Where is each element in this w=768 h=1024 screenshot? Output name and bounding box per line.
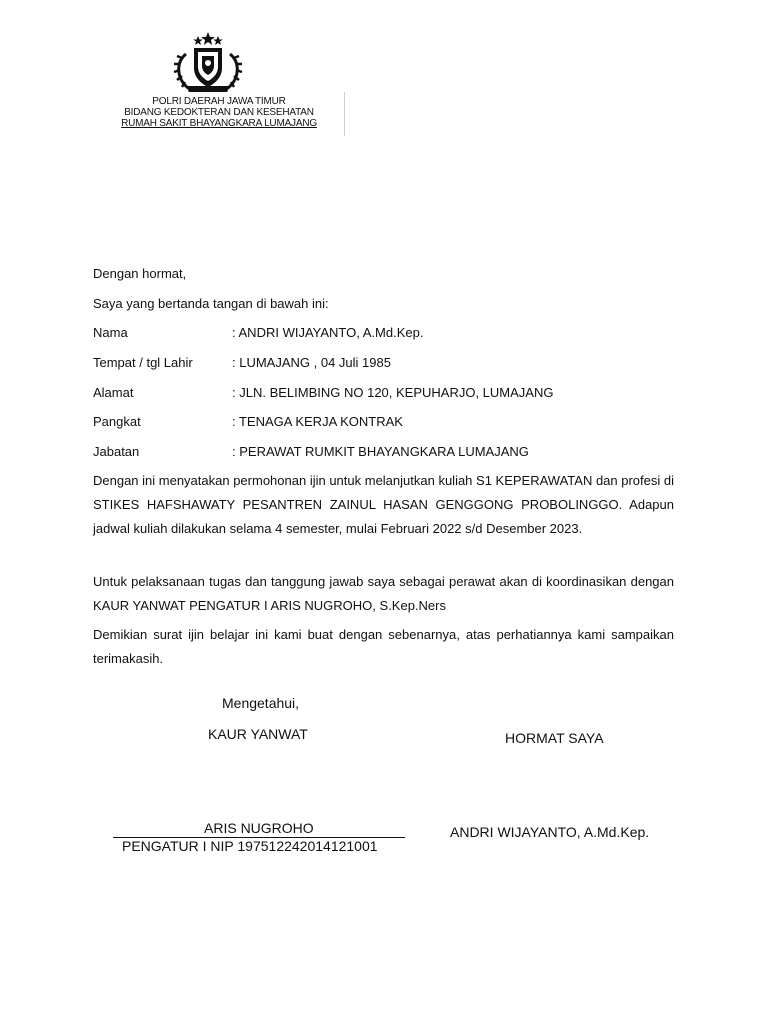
field-value: : TENAGA KERJA KONTRAK [232,414,403,429]
paragraph-request: Dengan ini menyatakan permohonan ijin untuk melanjutkan kuliah S1 KEPERAWATAN dan profesi di STIKES HAFSHAWATY PESANTREN ZAINUL HASAN GENGGONG PROBOLINGGO. Adapun jadwal kuliah dilakukan selama 4 semester, mulai Februari 2022 s/d Desember 2023. [93,473,674,536]
letterhead-line-1: POLRI DAERAH JAWA TIMUR [152,96,286,107]
field-value: : JLN. BELIMBING NO 120, KEPUHARJO, LUMAJANG [232,385,554,400]
field-value: : LUMAJANG , 04 Juli 1985 [232,355,391,370]
intro-line: Saya yang bertanda tangan di bawah ini: [93,296,329,311]
right-closing: HORMAT SAYA [505,730,604,746]
acknowledge-label: Mengetahui, [222,695,300,711]
left-signer-name: ARIS NUGROHO [204,820,314,836]
field-label: Jabatan [93,444,140,459]
field-label: Tempat / tgl Lahir [93,355,193,370]
field-label: Nama [93,325,128,340]
police-emblem-icon [172,32,244,94]
salutation: Dengan hormat, [93,266,187,281]
letterhead-line-3: RUMAH SAKIT BHAYANGKARA LUMAJANG [121,118,317,129]
right-signer-name: ANDRI WIJAYANTO, A.Md.Kep. [450,824,650,840]
field-label: Pangkat [93,414,141,429]
paragraph-coordination: Untuk pelaksanaan tugas dan tanggung jawab saya sebagai perawat akan di koordinasikan dengan KAUR YANWAT PENGATUR I ARIS NUGROHO, S.Kep.Ners [93,574,674,613]
paragraph-closing: Demikian surat ijin belajar ini kami buat dengan sebenarnya, atas perhatiannya kami sampaikan terimakasih. [93,627,674,666]
field-value: : ANDRI WIJAYANTO, A.Md.Kep. [232,325,424,340]
letterhead [94,92,345,136]
left-signer-position: KAUR YANWAT [208,726,308,742]
letterhead-line-2: BIDANG KEDOKTERAN DAN KESEHATAN [124,107,314,118]
field-label: Alamat [93,385,134,400]
left-signer-rank-nip: PENGATUR I NIP 197512242014121001 [122,838,378,854]
field-value: : PERAWAT RUMKIT BHAYANGKARA LUMAJANG [232,444,529,459]
